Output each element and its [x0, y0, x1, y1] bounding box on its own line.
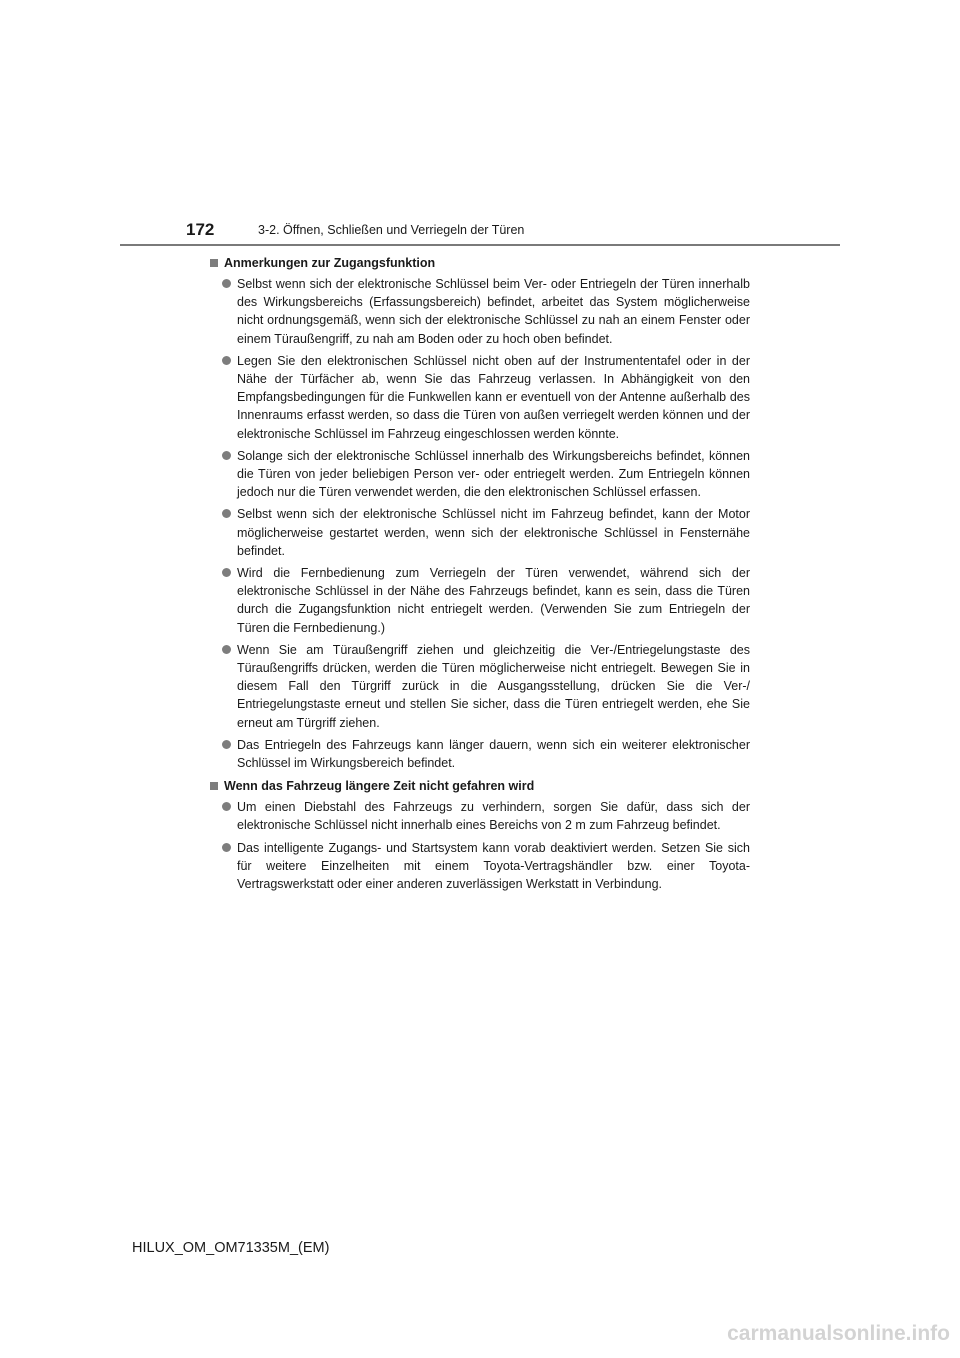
list-item-text: Legen Sie den elektronischen Schlüssel nicht oben auf der Instrumententafel oder in der Nähe der Türfächer ab, wenn Sie das Fahrzeug verlassen. In Abhängigkeit von den Empfangsbedingungen für die Funkwellen kann er eventuell von der Antenne außerhalb des Innenraums erfasst werden, so dass die Türen von außen verriegelt werden können und der elektronische Schlüssel im Fahrzeug eingeschlossen werden könnte.	[237, 353, 750, 441]
section-heading-text: Anmerkungen zur Zugangsfunktion	[224, 256, 436, 270]
list-item	[210, 839, 750, 894]
list-item	[210, 275, 750, 348]
chapter-title: 3-2. Öffnen, Schließen und Verriegeln der Türen	[258, 223, 525, 237]
square-bullet-icon	[210, 782, 218, 790]
list-item-text: Solange sich der elektronische Schlüssel innerhalb des Wirkungsbereichs befindet, können die Türen von jeder beliebigen Person ver- oder entriegelt werden. Zum Entriegeln können jedoch nur die Türen verwendet werden, die den elektronischen Schlüssel erfassen.	[237, 448, 750, 500]
circle-bullet-icon	[222, 356, 231, 365]
circle-bullet-icon	[222, 568, 231, 577]
section-heading	[210, 778, 750, 794]
list-item-text: Das intelligente Zugangs- und Startsystem kann vorab deaktiviert werden. Setzen Sie sich für weitere Einzelheiten mit einem Toyota-Vertragshändler bzw. einer Toyota-Vertragswerkstatt oder einer anderen zuverlässigen Werkstatt in Verbindung.	[237, 840, 750, 892]
list-item	[210, 564, 750, 637]
list-item-text: Wenn Sie am Türaußengriff ziehen und gleichzeitig die Ver-/Entriegelungstaste des Türaußengriffs drücken, werden die Türen möglicherweise nicht entriegelt. Bewegen Sie in diesem Fall den Türgriff zurück in die Ausgangsstellung, drücken Sie die Ver-/ Entriegelungstaste erneut und stellen Sie sicher, dass die Türen entriegelt werden, ehe Sie erneut am Türgriff ziehen.	[237, 642, 750, 730]
list-item-text: Selbst wenn sich der elektronische Schlüssel beim Ver- oder Entriegeln der Türen innerhalb des Wirkungsbereichs (Erfassungsbereich) befindet, arbeitet das System möglicherweise nicht ordnungsgemäß, wenn sich der elektronische Schlüssel zu nah an einem Fenster oder einem Türaußengriff, zu nah am Boden oder zu hoch oben befindet.	[237, 277, 750, 346]
section-access-notes	[210, 255, 750, 772]
circle-bullet-icon	[222, 451, 231, 460]
circle-bullet-icon	[222, 802, 231, 811]
list-item-text: Um einen Diebstahl des Fahrzeugs zu verhindern, sorgen Sie dafür, dass sich der elektronische Schlüssel nicht innerhalb eines Bereichs von 2 m zum Fahrzeug befindet.	[237, 800, 750, 833]
circle-bullet-icon	[222, 843, 231, 852]
circle-bullet-icon	[222, 740, 231, 749]
list-item	[210, 505, 750, 560]
circle-bullet-icon	[222, 645, 231, 654]
square-bullet-icon	[210, 259, 218, 267]
list-item-text: Wird die Fernbedienung zum Verriegeln der Türen verwendet, während sich der elektronische Schlüssel in der Nähe des Fahrzeugs befindet, kann es sein, dass die Türen durch die Zugangsfunktion nicht entriegelt werden. (Verwenden Sie zum Entriegeln der Türen die Fernbedienung.)	[237, 566, 750, 635]
page-number: 172	[186, 220, 215, 239]
list-item	[210, 641, 750, 732]
list-item	[210, 798, 750, 834]
circle-bullet-icon	[222, 509, 231, 518]
watermark: carmanualsonline.info	[727, 1322, 950, 1345]
circle-bullet-icon	[222, 279, 231, 288]
section-long-parking	[210, 778, 750, 893]
header-rule	[120, 244, 840, 246]
list-item-text: Selbst wenn sich der elektronische Schlüssel nicht im Fahrzeug befindet, kann der Motor möglicherweise gestartet werden, wenn sich der elektronische Schlüssel in Fensternähe befindet.	[237, 507, 750, 558]
content	[210, 255, 750, 897]
section-heading-text: Wenn das Fahrzeug längere Zeit nicht gefahren wird	[224, 779, 535, 794]
list-item	[210, 447, 750, 502]
list-item	[210, 736, 750, 772]
list-item	[210, 352, 750, 443]
section-heading	[210, 255, 750, 271]
list-item-text: Das Entriegeln des Fahrzeugs kann länger dauern, wenn sich ein weiterer elektronischer Schlüssel im Wirkungsbereich befindet.	[237, 737, 750, 771]
footer-doc-code: HILUX_OM_OM71335M_(EM)	[132, 1240, 330, 1256]
